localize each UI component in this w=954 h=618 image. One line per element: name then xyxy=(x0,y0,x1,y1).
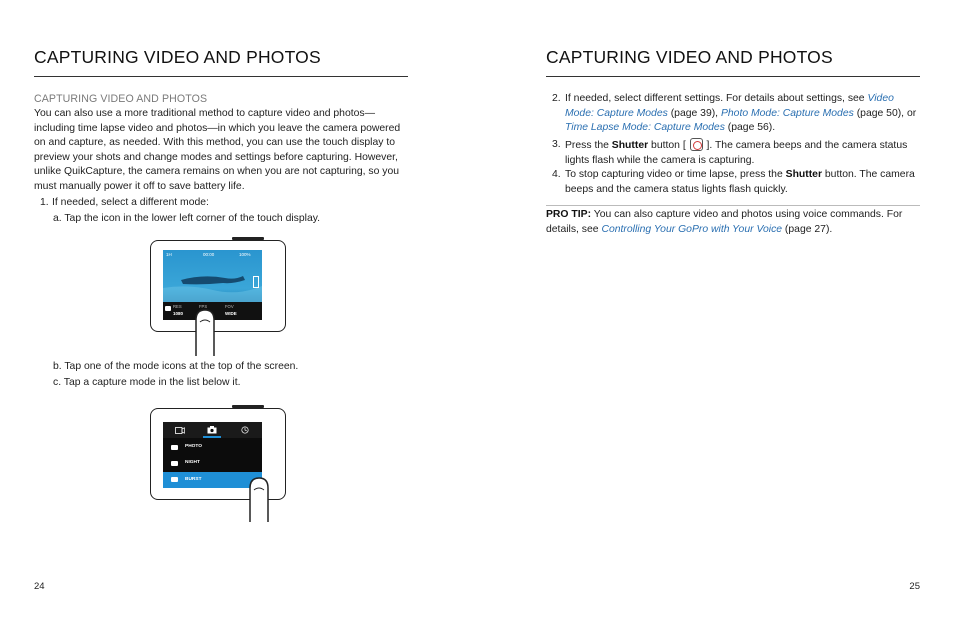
title-rule xyxy=(34,76,408,77)
step-1a: a. Tap the icon in the lower left corner of the touch display. xyxy=(53,213,321,224)
finger-pointer-icon xyxy=(244,476,276,522)
camera-illustration-2 xyxy=(150,404,290,522)
setting-res-label: RES xyxy=(173,304,182,309)
photo-mode-icon[interactable] xyxy=(207,426,217,434)
mode-row-night[interactable] xyxy=(163,456,262,471)
link-voice-control[interactable]: Controlling Your GoPro with Your Voice xyxy=(601,223,783,235)
shutter-label: Shutter xyxy=(785,169,823,180)
left-page xyxy=(34,0,408,618)
status-resolution: 1H xyxy=(166,252,172,257)
page-title: CAPTURING VIDEO AND PHOTOS xyxy=(34,47,321,67)
finger-pointer-icon xyxy=(190,308,222,356)
shutter-button-icon xyxy=(690,138,703,151)
pro-tip xyxy=(546,208,920,237)
page-number: 25 xyxy=(909,581,920,592)
mode-row-photo[interactable] xyxy=(163,440,262,455)
step-number: 3. xyxy=(552,139,561,150)
text-segment: ]. The camera beeps and the camera status lights flash while the camera is capturing. xyxy=(565,140,908,166)
camera-illustration-1 xyxy=(150,236,290,356)
step-1b: b. Tap one of the mode icons at the top of the screen. xyxy=(53,361,299,372)
text-segment: (page 50), or xyxy=(853,107,917,119)
text-segment: Press the xyxy=(565,140,612,151)
text-segment: (page 39), xyxy=(667,107,721,119)
right-page xyxy=(546,0,920,618)
step-number: 2. xyxy=(552,93,561,104)
link-timelapse-capture-modes[interactable]: Time Lapse Mode: Capture Modes xyxy=(565,122,725,134)
step-text xyxy=(565,92,920,136)
text-segment: If needed, select different settings. For details about settings, see xyxy=(565,93,868,104)
link-photo-capture-modes[interactable]: Photo Mode: Capture Modes xyxy=(720,107,854,119)
timelapse-mode-icon[interactable] xyxy=(241,426,249,434)
status-time: 00:00 xyxy=(203,252,215,257)
mode-label: PHOTO xyxy=(185,444,202,449)
setting-fov-value[interactable]: WIDE xyxy=(225,311,237,316)
side-icons[interactable] xyxy=(253,276,259,288)
setting-fps-label: FPS xyxy=(199,304,208,309)
protip-divider xyxy=(546,205,920,206)
burst-icon xyxy=(171,477,178,482)
setting-fov-label: FOV xyxy=(225,304,234,309)
text-segment: button [ xyxy=(648,140,689,151)
step-1c: c. Tap a capture mode in the list below it. xyxy=(53,377,241,388)
video-mode-icon[interactable] xyxy=(175,427,185,434)
step-text xyxy=(565,168,920,197)
text-segment: You can also capture video and photos using voice commands. For details, see xyxy=(546,209,903,235)
link-video-capture-modes[interactable]: Video Mode: Capture Modes xyxy=(565,93,894,119)
text-segment: (page 27). xyxy=(782,223,833,235)
mode-label: BURST xyxy=(185,477,202,482)
title-rule xyxy=(546,76,920,77)
page-number: 24 xyxy=(34,581,45,592)
active-tab-indicator xyxy=(203,436,221,438)
text-segment: (page 56). xyxy=(724,122,776,134)
page-title: CAPTURING VIDEO AND PHOTOS xyxy=(546,47,833,67)
intro-paragraph: You can also use a more traditional method to capture video and photos—including time lapse video and photos—in which you leave the camera powered on and capture, as needed. With this method, you can use the touch display to preview your shots and change modes and settings before capturing. However, unlike QuikCapture, the camera remains on when you are not capturing, so you must manually power it off to save battery life. xyxy=(34,108,401,192)
text-segment: button. The camera beeps and the camera status lights flash quickly. xyxy=(565,169,915,195)
night-icon xyxy=(171,461,178,466)
mode-icon[interactable] xyxy=(165,306,171,311)
protip-label: PRO TIP: xyxy=(546,209,592,220)
photo-icon xyxy=(171,445,178,450)
section-subhead: CAPTURING VIDEO AND PHOTOS xyxy=(34,93,208,105)
status-battery: 100% xyxy=(239,252,251,257)
setting-res-value[interactable]: 1080 xyxy=(173,311,184,316)
text-segment: To stop capturing video or time lapse, press the xyxy=(565,169,786,180)
step-text: If needed, select a different mode: xyxy=(52,197,209,208)
mode-label: NIGHT xyxy=(185,460,200,465)
step-text xyxy=(565,138,920,168)
shutter-label: Shutter xyxy=(611,140,649,151)
step-number: 1. xyxy=(40,197,49,208)
step-number: 4. xyxy=(552,169,561,180)
